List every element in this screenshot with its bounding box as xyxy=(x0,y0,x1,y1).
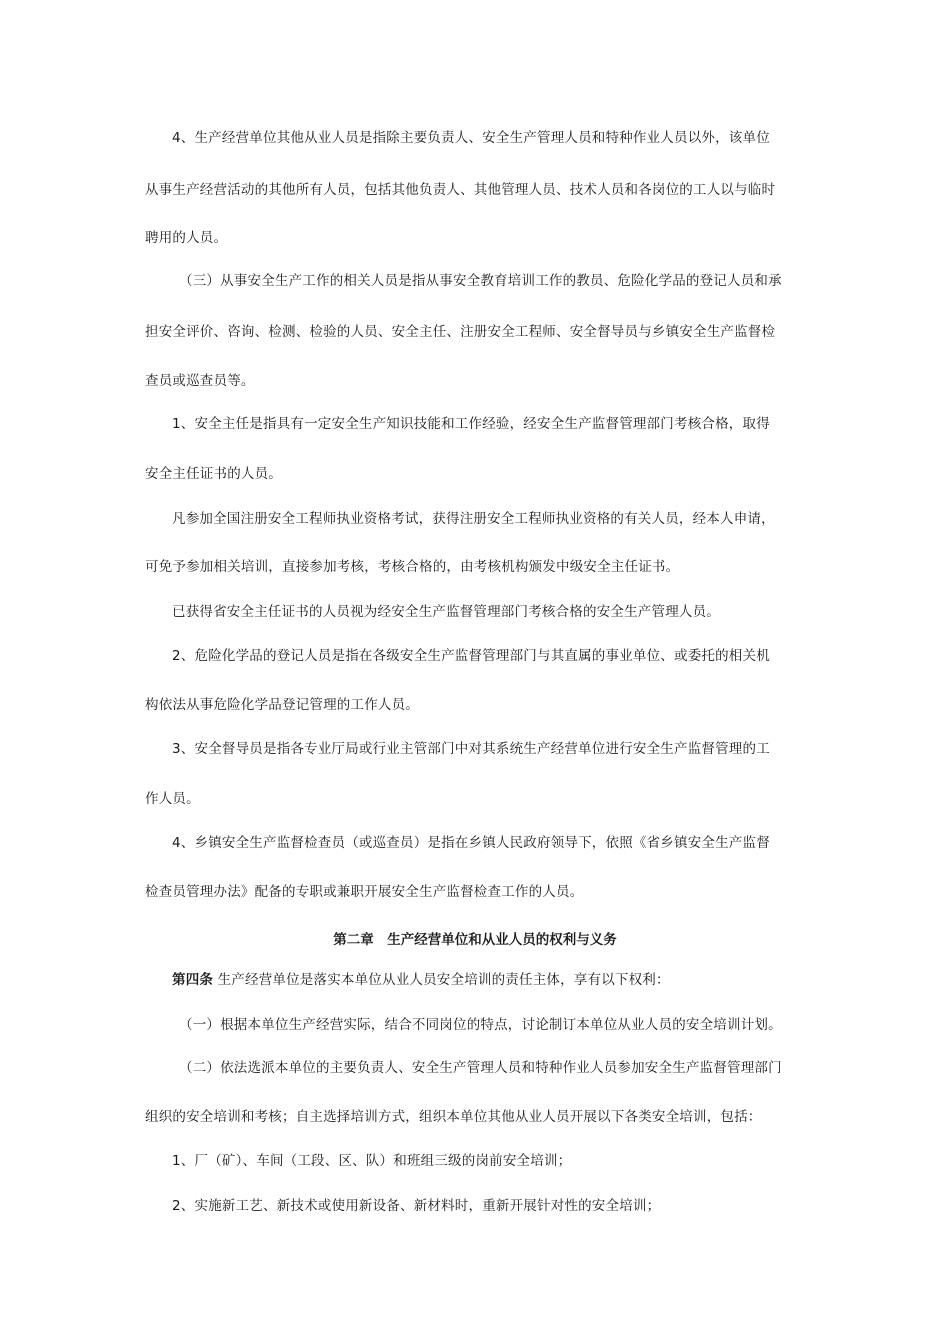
paragraph-line: （一）根据本单位生产经营实际，结合不同岗位的特点，讨论制订本单位从业人员的安全培训计划。 xyxy=(179,1017,782,1033)
paragraph-line: 2、实施新工艺、新技术或使用新设备、新材料时，重新开展针对性的安全培训； xyxy=(172,1198,661,1214)
paragraph-line: 凡参加全国注册安全工程师执业资格考试，获得注册安全工程师执业资格的有关人员，经本人申请， xyxy=(172,511,775,527)
paragraph-line: 2、危险化学品的登记人员是指在各级安全生产监督管理部门与其直属的事业单位、或委托的相关机 xyxy=(172,648,770,664)
paragraph-line: 担安全评价、咨询、检测、检验的人员、安全主任、注册安全工程师、安全督导员与乡镇安全生产监督检 xyxy=(145,324,776,340)
paragraph-line: 构依法从事危险化学品登记管理的工作人员。 xyxy=(145,697,419,713)
paragraph-line: 已获得省安全主任证书的人员视为经安全生产监督管理部门考核合格的安全生产管理人员。 xyxy=(172,604,720,620)
paragraph-line: 4、生产经营单位其他从业人员是指除主要负责人、安全生产管理人员和特种作业人员以外，该单位 xyxy=(172,130,770,146)
paragraph-line: 作人员。 xyxy=(145,791,200,807)
article-line xyxy=(172,971,670,989)
paragraph-line: 可免予参加相关培训，直接参加考核，考核合格的，由考核机构颁发中级安全主任证书。 xyxy=(145,559,680,575)
paragraph-line: 查员或巡查员等。 xyxy=(145,373,255,389)
paragraph-line: 4、乡镇安全生产监督检查员（或巡查员）是指在乡镇人民政府领导下，依照《省乡镇安全生产监督 xyxy=(172,835,770,851)
paragraph-line: 聘用的人员。 xyxy=(145,230,228,246)
paragraph-line: （二）依法选派本单位的主要负责人、安全生产管理人员和特种作业人员参加安全生产监督管理部门 xyxy=(179,1060,782,1076)
paragraph-line: 3、安全督导员是指各专业厅局或行业主管部门中对其系统生产经营单位进行安全生产监督管理的工 xyxy=(172,741,770,757)
article-text: 生产经营单位是落实本单位从业人员安全培训的责任主体，享有以下权利： xyxy=(217,972,670,988)
paragraph-line: 安全主任证书的人员。 xyxy=(145,466,282,482)
chapter-heading: 第二章 生产经营单位和从业人员的权利与义务 xyxy=(333,932,617,948)
paragraph-line: 从事生产经营活动的其他所有人员，包括其他负责人、其他管理人员、技术人员和各岗位的工人以与临时 xyxy=(145,182,776,198)
article-label: 第四条 xyxy=(172,972,214,988)
paragraph-line: 1、安全主任是指具有一定安全生产知识技能和工作经验，经安全生产监督管理部门考核合格，取得 xyxy=(172,416,770,432)
paragraph-line: 检查员管理办法》配备的专职或兼职开展安全生产监督检查工作的人员。 xyxy=(145,884,584,900)
paragraph-line: 组织的安全培训和考核；自主选择培训方式，组织本单位其他从业人员开展以下各类安全培训，包括： xyxy=(145,1109,762,1125)
paragraph-line: （三）从事安全生产工作的相关人员是指从事安全教育培训工作的教员、危险化学品的登记人员和承 xyxy=(179,273,782,289)
paragraph-line: 1、厂（矿）、车间（工段、区、队）和班组三级的岗前安全培训； xyxy=(172,1153,572,1169)
